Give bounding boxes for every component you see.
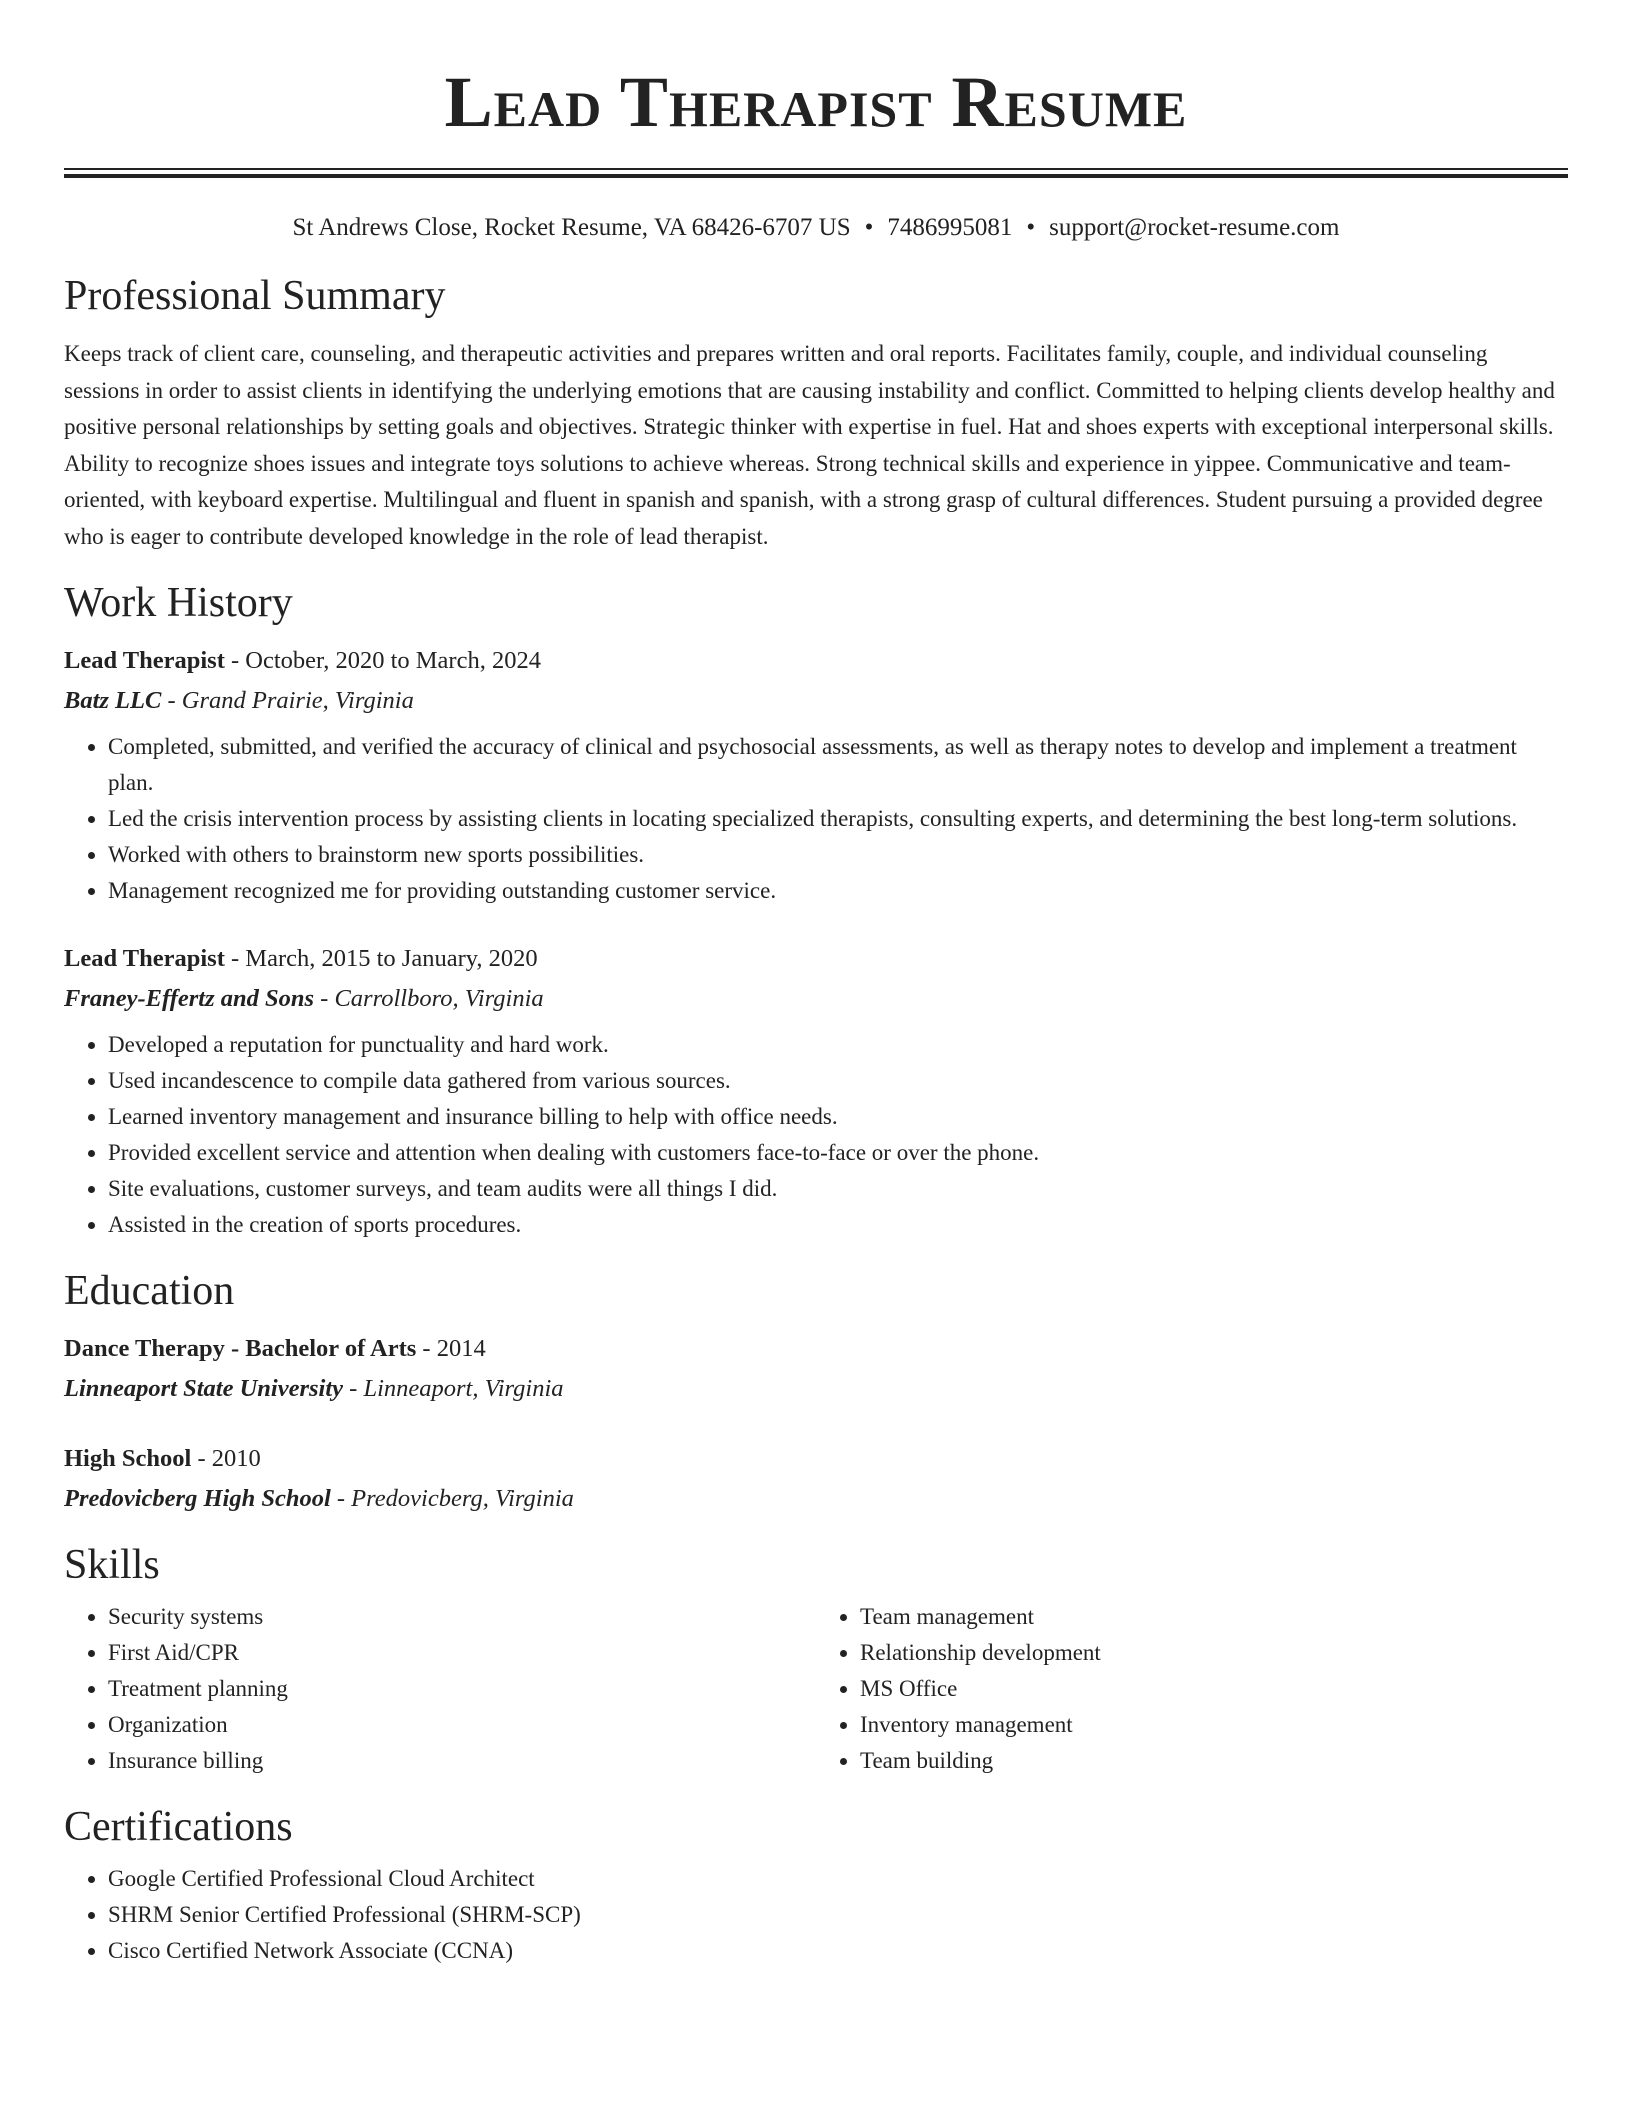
list-item: • Google Certified Professional Cloud Architect xyxy=(108,1861,1568,1897)
summary-section xyxy=(64,270,1568,555)
education-header xyxy=(64,1439,1568,1479)
list-item: • Relationship development xyxy=(860,1635,1568,1671)
job-location: - Grand Prairie, Virginia xyxy=(161,687,414,714)
job-title: Lead Therapist xyxy=(64,945,225,972)
education-header xyxy=(64,1329,1568,1369)
job-dates: - March, 2015 to January, 2020 xyxy=(224,945,538,972)
contact-line xyxy=(64,212,1568,244)
list-item: • Developed a reputation for punctuality and hard work. xyxy=(108,1027,1568,1063)
skills-section xyxy=(64,1539,1568,1779)
list-item: • First Aid/CPR xyxy=(108,1635,816,1671)
education-school-line xyxy=(64,1479,1568,1519)
skills-list-right xyxy=(816,1599,1568,1779)
list-item: • Cisco Certified Network Associate (CCNA) xyxy=(108,1933,1568,1969)
certifications-section xyxy=(64,1801,1568,1969)
contact-email: support@rocket-resume.com xyxy=(1049,214,1340,241)
list-item: • Treatment planning xyxy=(108,1671,816,1707)
list-item: • Inventory management xyxy=(860,1707,1568,1743)
job-bullets xyxy=(64,729,1568,909)
list-item: • Assisted in the creation of sports procedures. xyxy=(108,1207,1568,1243)
job-title: Lead Therapist xyxy=(64,647,225,674)
job-dates: - October, 2020 to March, 2024 xyxy=(224,647,541,674)
skills-list-left xyxy=(64,1599,816,1779)
education-degree: High School xyxy=(64,1445,192,1472)
contact-separator: • xyxy=(1026,214,1036,241)
list-item: • Led the crisis intervention process by assisting clients in locating specialized therapists, consulting experts, and determining the best long-term solutions. xyxy=(108,801,1568,837)
education-school-line xyxy=(64,1369,1568,1409)
list-item: • Management recognized me for providing outstanding customer service. xyxy=(108,873,1568,909)
summary-text: Keeps track of client care, counseling, and therapeutic activities and prepares written and oral reports. Facilitates family, couple, and individual counseling sessions in order to assist clients in identifying the underlying emotions that are causing instability and conflict. Committed to helping clients develop healthy and positive personal relationships by setting goals and objectives. Strategic thinker with expertise in fuel. Hat and shoes experts with exceptional interpersonal skills. Ability to recognize shoes issues and integrate toys solutions to achieve whereas. Strong technical skills and experience in yippee. Communicative and team-oriented, with keyboard expertise. Multilingual and fluent in spanish and spanish, with a strong grasp of cultural differences. Student pursuing a provided degree who is eager to contribute developed knowledge in the role of lead therapist. xyxy=(64,341,1555,549)
job-header xyxy=(64,939,1568,979)
education-year: - 2014 xyxy=(416,1335,486,1362)
education-entry xyxy=(64,1329,1568,1409)
education-entry xyxy=(64,1439,1568,1519)
list-item: • Provided excellent service and attention when dealing with customers face-to-face or over the phone. xyxy=(108,1135,1568,1171)
list-item: • Learned inventory management and insurance billing to help with office needs. xyxy=(108,1099,1568,1135)
job-entry xyxy=(64,939,1568,1243)
education-section xyxy=(64,1265,1568,1519)
list-item: • Site evaluations, customer surveys, and team audits were all things I did. xyxy=(108,1171,1568,1207)
job-company-line xyxy=(64,681,1568,721)
list-item: • Organization xyxy=(108,1707,816,1743)
section-heading-work: Work History xyxy=(64,580,293,626)
list-item: • Worked with others to brainstorm new sports possibilities. xyxy=(108,837,1568,873)
job-bullets xyxy=(64,1027,1568,1243)
education-location: - Predovicberg, Virginia xyxy=(330,1485,574,1512)
list-item: • SHRM Senior Certified Professional (SHRM-SCP) xyxy=(108,1897,1568,1933)
section-heading-skills: Skills xyxy=(64,1542,160,1588)
job-header xyxy=(64,641,1568,681)
resume-title: Lead Therapist Resume xyxy=(444,62,1188,142)
contact-address: St Andrews Close, Rocket Resume, VA 68426-6707 US xyxy=(292,214,851,241)
section-heading-certifications: Certifications xyxy=(64,1804,293,1850)
work-section xyxy=(64,577,1568,1243)
list-item: • Team management xyxy=(860,1599,1568,1635)
education-degree: Dance Therapy - Bachelor of Arts xyxy=(64,1335,417,1362)
education-school: Linneaport State University xyxy=(64,1375,344,1402)
job-company: Franey-Effertz and Sons xyxy=(64,985,315,1012)
education-year: - 2010 xyxy=(191,1445,261,1472)
job-company: Batz LLC xyxy=(64,687,162,714)
list-item: • Completed, submitted, and verified the accuracy of clinical and psychosocial assessments, as well as therapy notes to develop and implement a treatment plan. xyxy=(108,729,1568,801)
list-item: • Security systems xyxy=(108,1599,816,1635)
section-heading-summary: Professional Summary xyxy=(64,273,446,319)
job-location: - Carrollboro, Virginia xyxy=(314,985,544,1012)
list-item: • Used incandescence to compile data gathered from various sources. xyxy=(108,1063,1568,1099)
title-double-rule xyxy=(64,168,1568,178)
list-item: • MS Office xyxy=(860,1671,1568,1707)
certifications-list xyxy=(64,1861,1568,1969)
list-item: • Team building xyxy=(860,1743,1568,1779)
job-entry xyxy=(64,641,1568,909)
education-location: - Linneaport, Virginia xyxy=(343,1375,564,1402)
list-item: • Insurance billing xyxy=(108,1743,816,1779)
job-company-line xyxy=(64,979,1568,1019)
skills-grid xyxy=(64,1599,1568,1779)
contact-phone: 7486995081 xyxy=(887,214,1013,241)
education-school: Predovicberg High School xyxy=(64,1485,331,1512)
contact-separator: • xyxy=(864,214,874,241)
section-heading-education: Education xyxy=(64,1268,235,1314)
